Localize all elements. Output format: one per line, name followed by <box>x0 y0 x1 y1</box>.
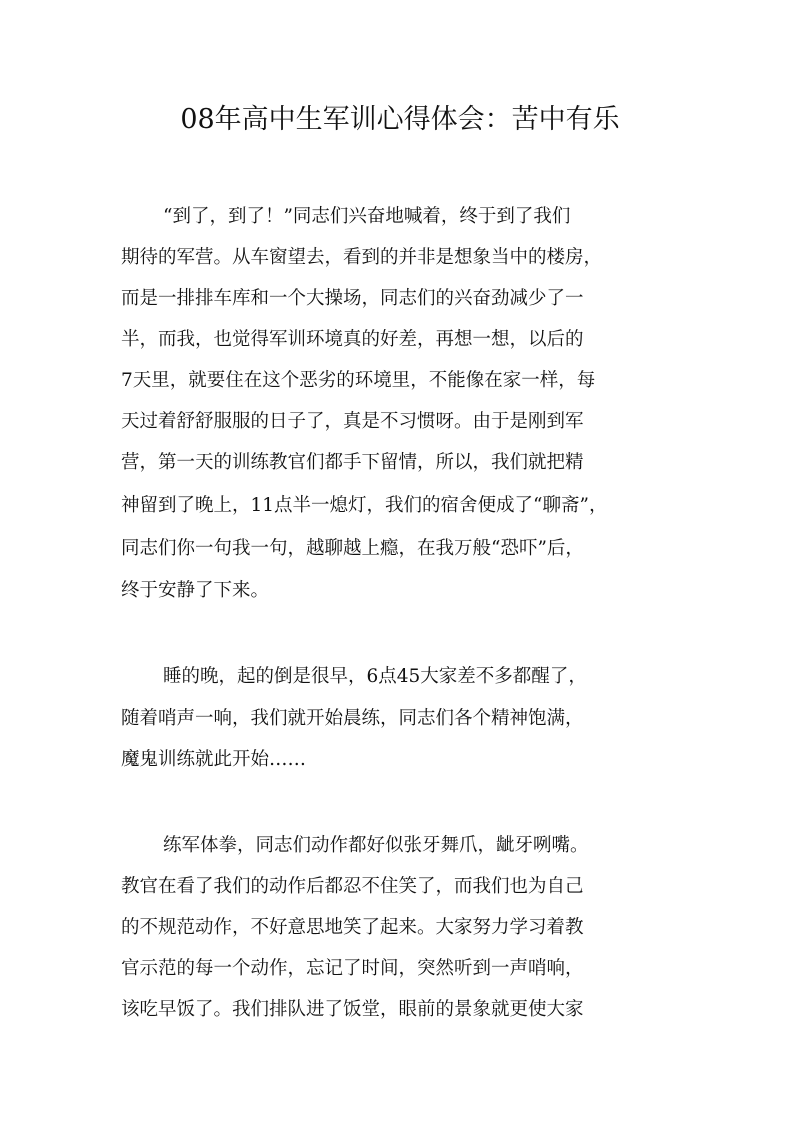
paragraph-line: 魔鬼训练就此开始…… <box>121 749 307 770</box>
paragraph-line: 7天里，就要住在这个恶劣的环境里，不能像在家一样，每 <box>121 370 596 391</box>
paragraph-line: 而是一排排车库和一个大操场，同志们的兴奋劲减少了一 <box>121 288 584 309</box>
paragraph-line: 营，第一天的训练教官们都手下留情，所以，我们就把精 <box>121 452 584 473</box>
paragraph-line: 睡的晚，起的倒是很早，6点45大家差不多都醒了， <box>163 666 587 687</box>
paragraph-line: 该吃早饭了。我们排队进了饭堂，眼前的景象就更使大家 <box>121 999 584 1020</box>
paragraph-line: “到了，到了！”同志们兴奋地喊着，终于到了我们 <box>163 206 571 227</box>
paragraph-line: 随着哨声一响，我们就开始晨练，同志们各个精神饱满， <box>121 708 584 729</box>
paragraph-line: 半，而我，也觉得军训环境真的好差，再想一想，以后的 <box>121 329 584 350</box>
paragraph-line: 的不规范动作，不好意思地笑了起来。大家努力学习着教 <box>121 917 584 938</box>
paragraph-line: 终于安静了下来。 <box>121 580 270 601</box>
paragraph-line: 官示范的每一个动作，忘记了时间，突然听到一声哨响， <box>121 958 584 979</box>
document-title: 08年高中生军训心得体会：苦中有乐 <box>180 104 620 135</box>
paragraph-line: 练军体拳，同志们动作都好似张牙舞爪，龇牙咧嘴。 <box>163 835 589 856</box>
paragraph-line: 期待的军营。从车窗望去，看到的并非是想象当中的楼房， <box>121 247 603 268</box>
paragraph-line: 教官在看了我们的动作后都忍不住笑了，而我们也为自己 <box>121 876 584 897</box>
paragraph-line: 天过着舒舒服服的日子了，真是不习惯呀。由于是刚到军 <box>121 411 584 432</box>
paragraph-line: 神留到了晚上，11点半一熄灯，我们的宿舍便成了“聊斋”， <box>121 495 608 516</box>
paragraph-line: 同志们你一句我一句，越聊越上瘾，在我万般“恐吓”后， <box>121 538 584 559</box>
